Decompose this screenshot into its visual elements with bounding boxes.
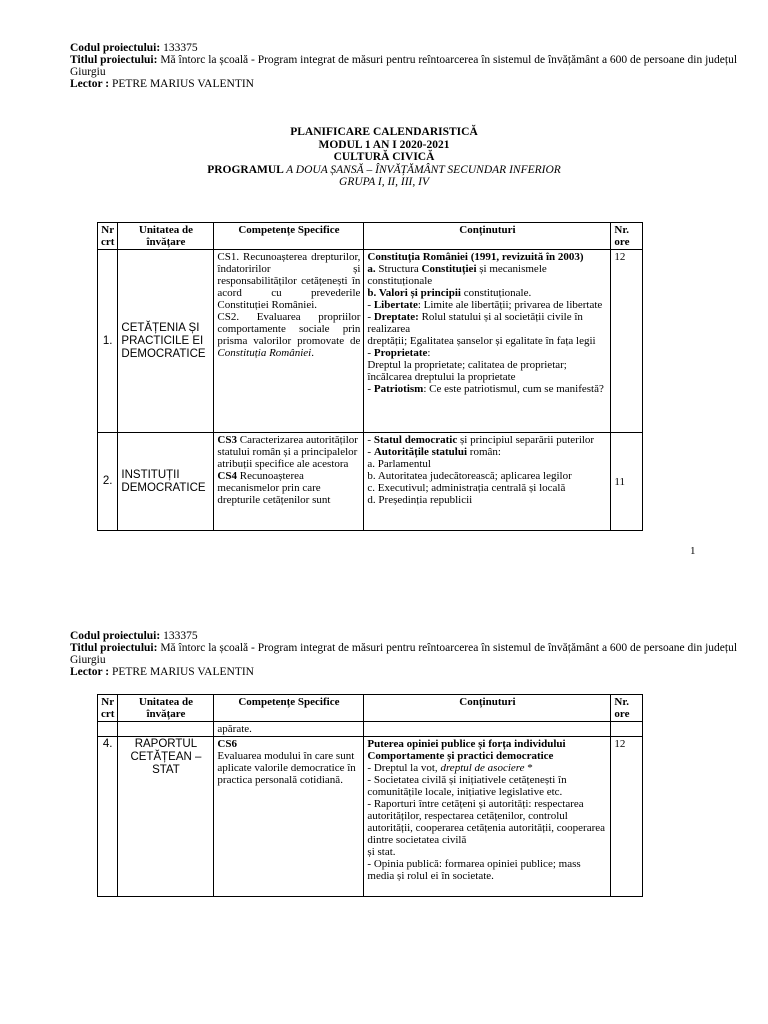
header-nr: Nr crt [98,695,118,722]
header-unit: Unitatea de învățare [118,223,214,250]
row-hours: 11 [611,433,643,531]
planning-table-continued [97,694,643,897]
row-competences: apărate. [214,722,364,737]
header-hours: Nr. ore [611,695,643,722]
project-lector: Lector : PETRE MARIUS VALENTIN [70,666,254,678]
row-contents: Constituția României (1991, revizuită în 2003) a. Structura Constituției și mecanismele constituționale b. Valori și principii constituționale. - Libertate: Limite ale libertății; privarea de libertate - Dreptate: Rolul statului și al societății civile în realizarea dreptății; Egalitatea șanselor și egalitate în fața legii - Proprietate: Dreptul la proprietate; calitatea de proprietar; încălcarea dreptului la proprietate - Patriotism: Ce este patriotismul, cum se manifestă? [364,250,611,433]
row-unit: RAPORTUL CETĂȚEAN – STAT [118,737,214,897]
row-unit: INSTITUȚII DEMOCRATICE [118,433,214,531]
table-row [98,433,643,531]
header-competences: Competențe Specifice [214,695,364,722]
project-title: Titlul proiectului: Mă întorc la școală - Program integrat de măsuri pentru reîntoarcerea în sistemul de învățământ a 600 de persoane din județul Giurgiu [70,54,738,78]
row-contents: Puterea opiniei publice și forța individului Comportamente și practici democratice - Dreptul la vot, dreptul de asociere * - Societatea civilă și inițiativele cetățenești în comunitățile locale, inițiative legislative etc. - Raporturi între cetățeni și autorități: respectarea autorităților, respectarea cetățenilor, controlul autorității, cooperarea cetățenia autorității, cooperarea dintre societatea civilă și stat. - Opinia publică: formarea opiniei publice; mass media și rolul ei în societate. [364,737,611,897]
row-competences: CS1. Recunoașterea drepturilor, îndatoririlor și responsabilităților cetățenești în acord cu prevederile Constituției României. CS2. Evaluarea propriilor comportamente sociale prin prisma valorilor promovate de Constituția României. [214,250,364,433]
row-contents: - Statul democratic și principiul separării puterilor - Autoritățile statului român: a. Parlamentul b. Autoritatea judecătorească; aplicarea legilor c. Executivul; administrația centrală și locală d. Președinția republicii [364,433,611,531]
table-header-row [98,223,643,250]
table-row [98,737,643,897]
header-nr: Nr crt [98,223,118,250]
page-2 [0,620,768,1024]
header-hours: Nr. ore [611,223,643,250]
row-hours: 12 [611,737,643,897]
header-contents: Conținuturi [364,223,611,250]
planning-table [97,222,643,531]
table-row-continuation [98,722,643,737]
project-lector: Lector : PETRE MARIUS VALENTIN [70,78,254,90]
row-hours: 12 [611,250,643,433]
project-code: Codul proiectului: 133375 [70,630,198,642]
project-code: Codul proiectului: 133375 [70,42,198,54]
document-title: PLANIFICARE CALENDARISTICĂ MODUL 1 AN I 2020-2021 CULTURĂ CIVICĂ PROGRAMUL A DOUA ȘANSĂ – ÎNVĂȚĂMÂNT SECUNDAR INFERIOR GRUPA I, II, III, IV [207,126,561,188]
row-unit: CETĂȚENIA ȘI PRACTICILE EI DEMOCRATICE [118,250,214,433]
row-nr: 2. [98,433,118,531]
project-header [70,630,750,678]
header-unit: Unitatea de învățare [118,695,214,722]
header-competences: Competențe Specifice [214,223,364,250]
row-nr: 4. [98,737,118,897]
project-title: Titlul proiectului: Mă întorc la școală - Program integrat de măsuri pentru reîntoarcerea în sistemul de învățământ a 600 de persoane din județul Giurgiu [70,642,738,666]
row-competences: CS3 Caracterizarea autorităților statului român și a principalelor atribuții specifice ale acestora CS4 Recunoașterea mecanismelor prin care drepturile cetățenilor sunt [214,433,364,531]
table-row [98,250,643,433]
page-number: 1 [690,545,696,557]
project-header [70,42,750,90]
row-nr: 1. [98,250,118,433]
row-competences: CS6 Evaluarea modului în care sunt aplicate valorile democratice în practica personală cotidiană. [214,737,364,897]
header-contents: Conținuturi [364,695,611,722]
table-header-row [98,695,643,722]
